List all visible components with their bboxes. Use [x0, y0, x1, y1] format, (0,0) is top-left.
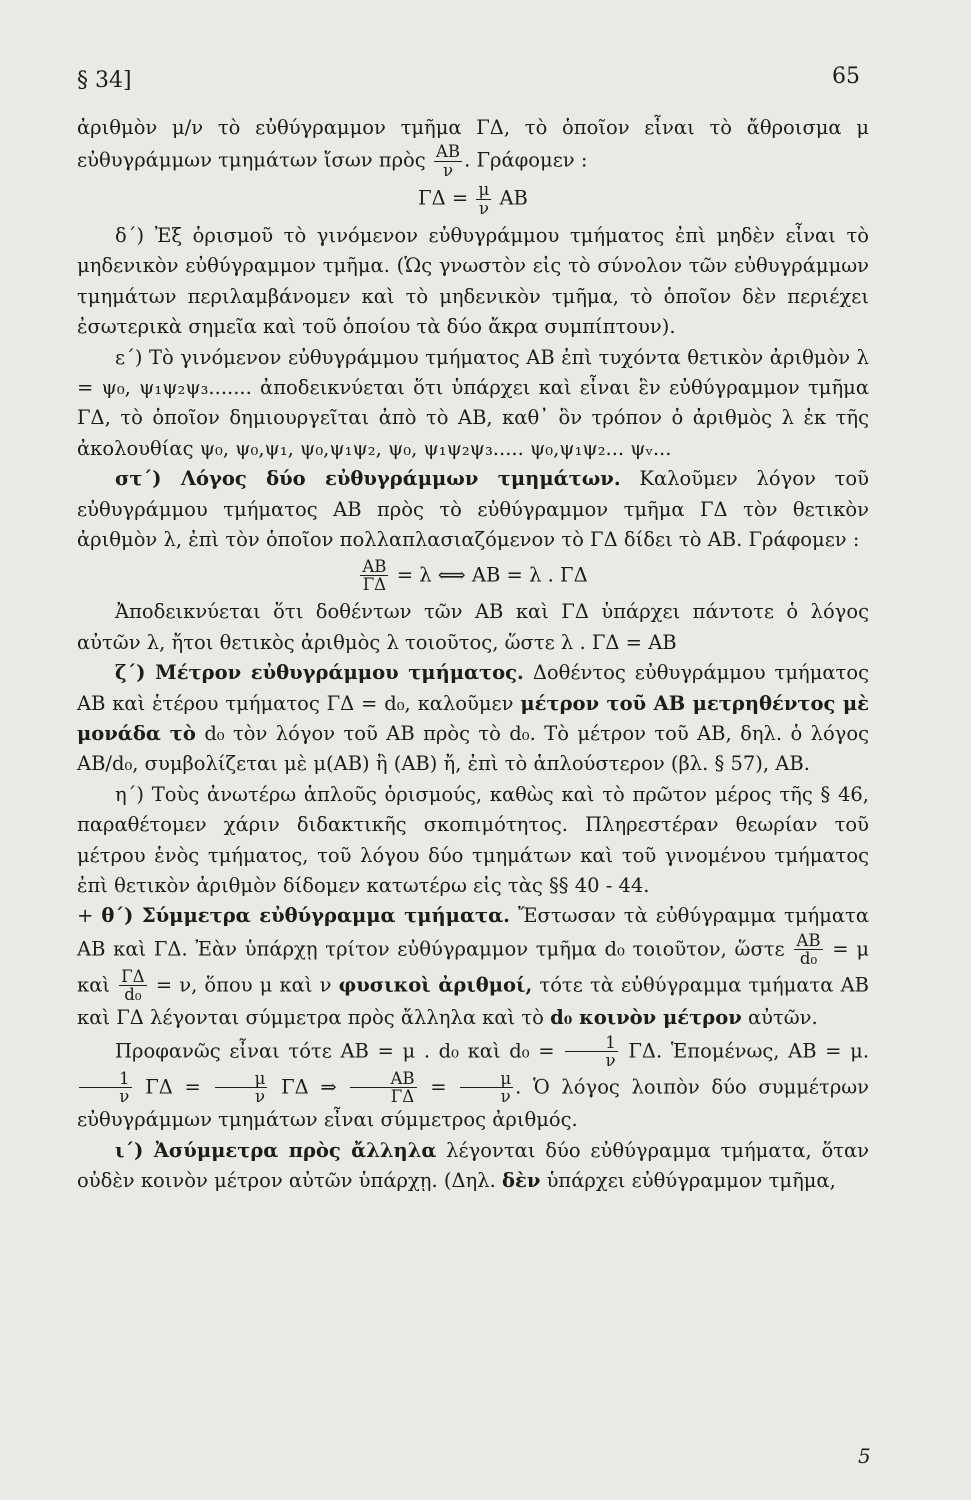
fraction: $\frac{\mu}{\nu}$ [478, 180, 490, 218]
paragraph-st: στ΄) Λόγος δύο εὐθυγράμμων τμημάτων. Καλοῦμεν λόγον τοῦ εὐθυγράμμου τμήματος AB πρὸς τὸ εὐθύγραμμον τμῆμα ΓΔ τὸν θετικὸν ἀριθμὸν λ, ἐπὶ τὸν ὁποῖον πολλαπλασιαζόμενον τὸ ΓΔ δίδει τὸ AB. Γράφομεν : [77, 467, 869, 552]
paragraph-iota: ι΄) Ἀσύμμετρα πρὸς ἄλληλα λέγονται δύο εὐθύγραμμα τμήματα, ὅταν οὐδὲν κοινὸν μέτρον αὐτῶν ὑπάρχῃ. (Δηλ. δὲν ὑπάρχει εὐθύγραμμον τμῆμα, [77, 1138, 869, 1193]
fraction: $\frac{1}{\nu}$ [565, 1034, 618, 1070]
paragraph-proof: Ἀποδεικνύεται ὅτι δοθέντων τῶν AB καὶ ΓΔ ὑπάρχει πάντοτε ὁ λόγος αὐτῶν λ, ἤτοι θετικὸς ἀριθμὸς λ τοιοῦτος, ὥστε λ . ΓΔ = AB [77, 600, 869, 654]
fraction: $\frac{AB}{\nu}$ [435, 142, 461, 180]
paragraph-eta: η΄) Τοὺς ἀνωτέρω ἁπλοῦς ὁρισμούς, καθὼς καὶ τὸ πρῶτον μέρος τῆς § 46, παραθέτομεν χάριν διδακτικῆς σκοπιμότητος. Πληρεστέραν θεωρίαν τοῦ μέτρου ἑνὸς τμήματος, τοῦ λόγου δύο τμημάτων καὶ τοῦ γινομένου τμήματος ἐπὶ θετικὸν ἀριθμὸν δίδομεν κατωτέρω εἰς τὰς §§ 40 - 44. [77, 782, 869, 897]
heading-measure: ζ΄) Μέτρον εὐθυγράμμου τμήματος. [115, 661, 524, 685]
fraction: $\frac{1}{\nu}$ [79, 1070, 132, 1106]
signature-number: 5 [858, 1444, 871, 1468]
fraction: $\frac{AB}{\Gamma\Delta}$ [350, 1070, 416, 1106]
fraction: $\frac{\mu}{\nu}$ [460, 1070, 513, 1106]
heading-incommensurable: ι΄) Ἀσύμμετρα πρὸς ἄλληλα [115, 1138, 437, 1162]
fraction: $\frac{AB}{\text{d₀}}$ [796, 930, 821, 969]
paragraph-theta: + θ΄) Σύμμετρα εὐθύγραμμα τμήματα. Ἔστωσαν τὰ εὐθύγραμμα τμήματα AB καὶ ΓΔ. Ἐὰν ὑπάρχῃ τρίτον εὐθύγραμμον τμῆμα d₀ τοιοῦτον, ὥστε $\frac{AB}{\text{d₀}}$ = μ καὶ $\frac{\Gamma\Delta}{\text{d₀}}$ = ν, ὅπου μ καὶ ν φυσικοὶ ἀριθμοί, τότε τὰ εὐθύγραμμα τμήματα AB καὶ ΓΔ λέγονται σύμμετρα πρὸς ἄλληλα καὶ τὸ d₀ κοινὸν μέτρον αὐτῶν. [77, 904, 870, 1030]
heading-ratio: στ΄) Λόγος δύο εὐθυγράμμων τμημάτων. [115, 467, 621, 491]
paragraph-delta: δ΄) Ἐξ ὁρισμοῦ τὸ γινόμενον εὐθυγράμμου τμήματος ἐπὶ μηδὲν εἶναι τὸ μηδενικὸν εὐθύγραμμον τμῆμα. (Ὡς γνωστὸν εἰς τὸ σύνολον τῶν εὐθυγράμμων τμημάτων περιλαμβάνομεν καὶ τὸ μηδενικὸν τμῆμα, τὸ ὁποῖον δὲν περιέχει ἐσωτερικὰ σημεῖα καὶ τοῦ ὁποίου τὰ δύο ἄκρα συμπίπτουν). [77, 224, 869, 339]
body-text [77, 113, 869, 1197]
fraction: $\frac{\Gamma\Delta}{\text{d₀}}$ [121, 966, 145, 1004]
paragraph-continuation: ἀριθμὸν μ/ν τὸ εὐθύγραμμον τμῆμα ΓΔ, τὸ ὁποῖον εἶναι τὸ ἄθροισμα μ εὐθυγράμμων τμημάτων ἴσων πρὸς $\frac{AB}{\nu}$ . Γράφομεν : [77, 116, 869, 180]
fraction: $\frac{AB}{\Gamma\Delta}$ [362, 556, 387, 594]
paragraph-epsilon: ε΄) Τὸ γινόμενον εὐθυγράμμου τμήματος AB ἐπὶ τυχόντα θετικὸν ἀριθμὸν λ = ψ₀, ψ₁ψ₂ψ₃....... ἀποδεικνύεται ὅτι ὑπάρχει καὶ εἶναι ἓν εὐθύγραμμον τμῆμα ΓΔ, τὸ ὁποῖον δημιουργεῖται ἀπὸ τὸ AB, καθ᾿ ὃν τρόπον ὁ ἀριθμὸς λ ἐκ τῆς ἀκολουθίας ψ₀, ψ₀,ψ₁, ψ₀,ψ₁ψ₂, ψ₀, ψ₁ψ₂ψ₃..... ψ₀,ψ₁ψ₂... ψᵥ... [77, 345, 869, 460]
section-header: § 34] [77, 68, 132, 93]
paragraph-clear: Προφανῶς εἶναι τότε AB = μ . d₀ καὶ d₀ = $\frac{1}{\nu}$ ΓΔ. Ἑπομένως, AB = μ. $\frac{1}{\nu}$ ΓΔ = $\frac{\mu}{\nu}$ ΓΔ ⇒ $\frac{AB}{\Gamma\Delta}$ = $\frac{\mu}{\nu}$ . Ὁ λόγος λοιπὸν δύο συμμέτρων εὐθυγράμμων τμημάτων εἶναι σύμμετρος ἀριθμός. [77, 1032, 870, 1132]
paragraph-zeta: ζ΄) Μέτρον εὐθυγράμμου τμήματος. Δοθέντος εὐθυγράμμου τμήματος AB καὶ ἑτέρου τμήματος ΓΔ = d₀, καλοῦμεν μέτρον τοῦ AB μετρηθέντος μὲ μονάδα τὸ d₀ τὸν λόγον τοῦ AB πρὸς τὸ d₀. Τὸ μέτρον τοῦ AB, δηλ. ὁ λόγος AB/d₀, συμβολίζεται μὲ μ(AB) ἢ (AB) ἤ, ἐπὶ τὸ ἁπλούστερον (βλ. § 57), AB. [77, 661, 869, 776]
fraction: $\frac{\mu}{\nu}$ [215, 1070, 268, 1106]
page-number: 65 [832, 64, 860, 89]
formula-ratio: $\frac{AB}{\Gamma\Delta}$ = λ ⟺ AB = λ . ΓΔ [362, 556, 588, 594]
heading-commensurable: θ΄) Σύμμετρα εὐθύγραμμα τμήματα. [101, 904, 510, 928]
margin-mark: + [77, 904, 94, 928]
formula-gd: ΓΔ = $\frac{\mu}{\nu}$ AB [418, 180, 528, 218]
